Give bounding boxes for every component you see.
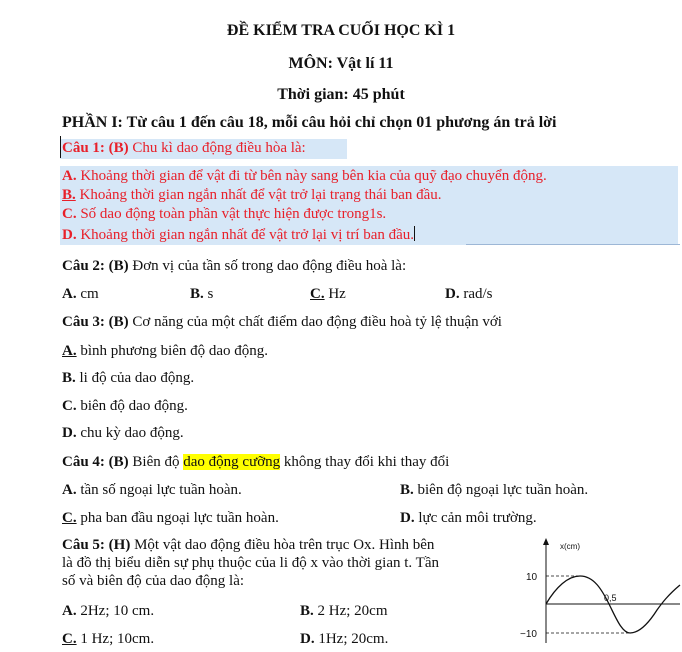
option-letter: C. — [62, 206, 77, 222]
q3-option-d[interactable] — [62, 425, 184, 442]
section-heading: PHẦN I: Từ câu 1 đến câu 18, mỗi câu hỏi chỉ chọn 01 phương án trả lời — [62, 114, 557, 131]
option-text: Khoảng thời gian để vật đi từ bên này sang bên kia của quỹ đạo chuyển động. — [76, 168, 547, 184]
question-5-line3: số và biên độ của dao động là: — [62, 573, 245, 589]
option-letter: A. — [62, 482, 77, 498]
divider — [466, 244, 680, 245]
exam-title: ĐỀ KIỂM TRA CUỐI HỌC KÌ 1 — [226, 22, 456, 39]
question-label: Câu 2: (B) — [62, 258, 129, 274]
option-letter: B. — [300, 603, 314, 619]
option-letter: A. — [62, 168, 77, 184]
option-text: Khoảng thời gian ngắn nhất để vật trở lại trạng thái ban đầu. — [75, 187, 442, 203]
q3-option-a[interactable] — [62, 343, 268, 360]
q5-option-d[interactable] — [300, 631, 388, 648]
option-text: rad/s — [459, 286, 493, 302]
option-text: Hz — [324, 286, 346, 302]
option-letter: A. — [62, 286, 77, 302]
y-bottom-tick-label: −10 — [520, 629, 537, 640]
q3-option-b[interactable] — [62, 370, 194, 387]
highlighted-term: dao động cưỡng — [183, 454, 281, 470]
q4-option-c[interactable] — [62, 510, 279, 527]
option-text: 1 Hz; 10cm. — [76, 631, 155, 647]
y-axis-label: x(cm) — [560, 542, 580, 551]
y-top-tick-label: 10 — [526, 572, 538, 583]
q5-option-c[interactable] — [62, 631, 154, 648]
t-mark-label: 0,5 — [604, 593, 617, 603]
q2-option-d[interactable] — [445, 286, 493, 303]
option-text: 2 Hz; 20cm — [313, 603, 388, 619]
q4-option-b[interactable] — [400, 482, 588, 499]
option-text: biên độ dao động. — [76, 398, 188, 414]
option-letter: C. — [62, 631, 77, 647]
text-cursor — [414, 226, 415, 241]
q2-option-c[interactable] — [310, 286, 346, 303]
option-text: li độ của dao động. — [75, 370, 195, 386]
option-text: pha ban đầu ngoại lực tuần hoàn. — [76, 510, 279, 526]
question-text: Chu kì dao động điều hòa là: — [128, 140, 306, 156]
option-text: s — [203, 286, 214, 302]
question-text: Một vật dao động điều hòa trên trục Ox. Hình bên — [130, 537, 435, 553]
option-letter: C. — [62, 510, 77, 526]
option-text: Khoảng thời gian ngắn nhất để vật trở lại vị trí ban đầu. — [76, 227, 415, 243]
option-letter: C. — [310, 286, 325, 302]
time-line: Thời gian: 45 phút — [277, 86, 405, 103]
q1-option-a[interactable] — [62, 168, 547, 185]
q2-option-b[interactable] — [190, 286, 213, 303]
question-text: Biên độ — [128, 454, 184, 470]
option-letter: D. — [400, 510, 415, 526]
question-3-stem[interactable] — [62, 314, 502, 331]
option-letter: D. — [445, 286, 460, 302]
question-1-stem[interactable] — [62, 140, 306, 157]
displacement-time-graph — [512, 535, 682, 647]
q3-option-c[interactable] — [62, 398, 188, 415]
question-text: không thay đổi khi thay đổi — [280, 454, 450, 470]
option-text: lực cản môi trường. — [414, 510, 537, 526]
option-letter: A. — [62, 343, 77, 359]
q5-option-b[interactable] — [300, 603, 388, 620]
q1-option-c[interactable] — [62, 206, 386, 223]
option-text: chu kỳ dao động. — [76, 425, 184, 441]
option-text: 2Hz; 10 cm. — [76, 603, 155, 619]
question-text: Cơ năng của một chất điểm dao động điều hoà tỷ lệ thuận với — [128, 314, 502, 330]
q4-option-a[interactable] — [62, 482, 242, 499]
option-letter: B. — [62, 187, 76, 203]
q4-option-d[interactable] — [400, 510, 537, 527]
option-text: Số dao động toàn phần vật thực hiện được trong1s. — [76, 206, 387, 222]
text-cursor — [60, 136, 61, 158]
question-text: Đơn vị của tần số trong dao động điều hoà là: — [128, 258, 407, 274]
option-letter: B. — [400, 482, 414, 498]
question-label: Câu 3: (B) — [62, 314, 129, 330]
q1-option-d[interactable] — [62, 226, 415, 244]
option-text: 1Hz; 20cm. — [314, 631, 389, 647]
q5-option-a[interactable] — [62, 603, 154, 620]
subject-line: MÔN: Vật lí 11 — [288, 55, 394, 72]
option-letter: D. — [300, 631, 315, 647]
question-label: Câu 1: (B) — [62, 140, 129, 156]
option-letter: B. — [62, 370, 76, 386]
question-5-stem[interactable] — [62, 537, 434, 554]
option-text: biên độ ngoại lực tuần hoàn. — [413, 482, 589, 498]
question-label: Câu 4: (B) — [62, 454, 129, 470]
option-text: tần số ngoại lực tuần hoàn. — [76, 482, 242, 498]
option-letter: D. — [62, 425, 77, 441]
option-letter: D. — [62, 227, 77, 243]
question-2-stem[interactable] — [62, 258, 406, 275]
option-text: bình phương biên độ dao động. — [76, 343, 269, 359]
y-axis-arrow — [543, 538, 549, 545]
question-4-stem[interactable] — [62, 454, 449, 471]
question-5-line2: là đồ thị biểu diễn sự phụ thuộc của li độ x vào thời gian t. Tần — [62, 555, 439, 571]
option-letter: A. — [62, 603, 77, 619]
option-letter: C. — [62, 398, 77, 414]
option-text: cm — [76, 286, 99, 302]
q2-option-a[interactable] — [62, 286, 99, 303]
option-letter: B. — [190, 286, 204, 302]
question-label: Câu 5: (H) — [62, 537, 131, 553]
q1-option-b[interactable] — [62, 187, 442, 204]
